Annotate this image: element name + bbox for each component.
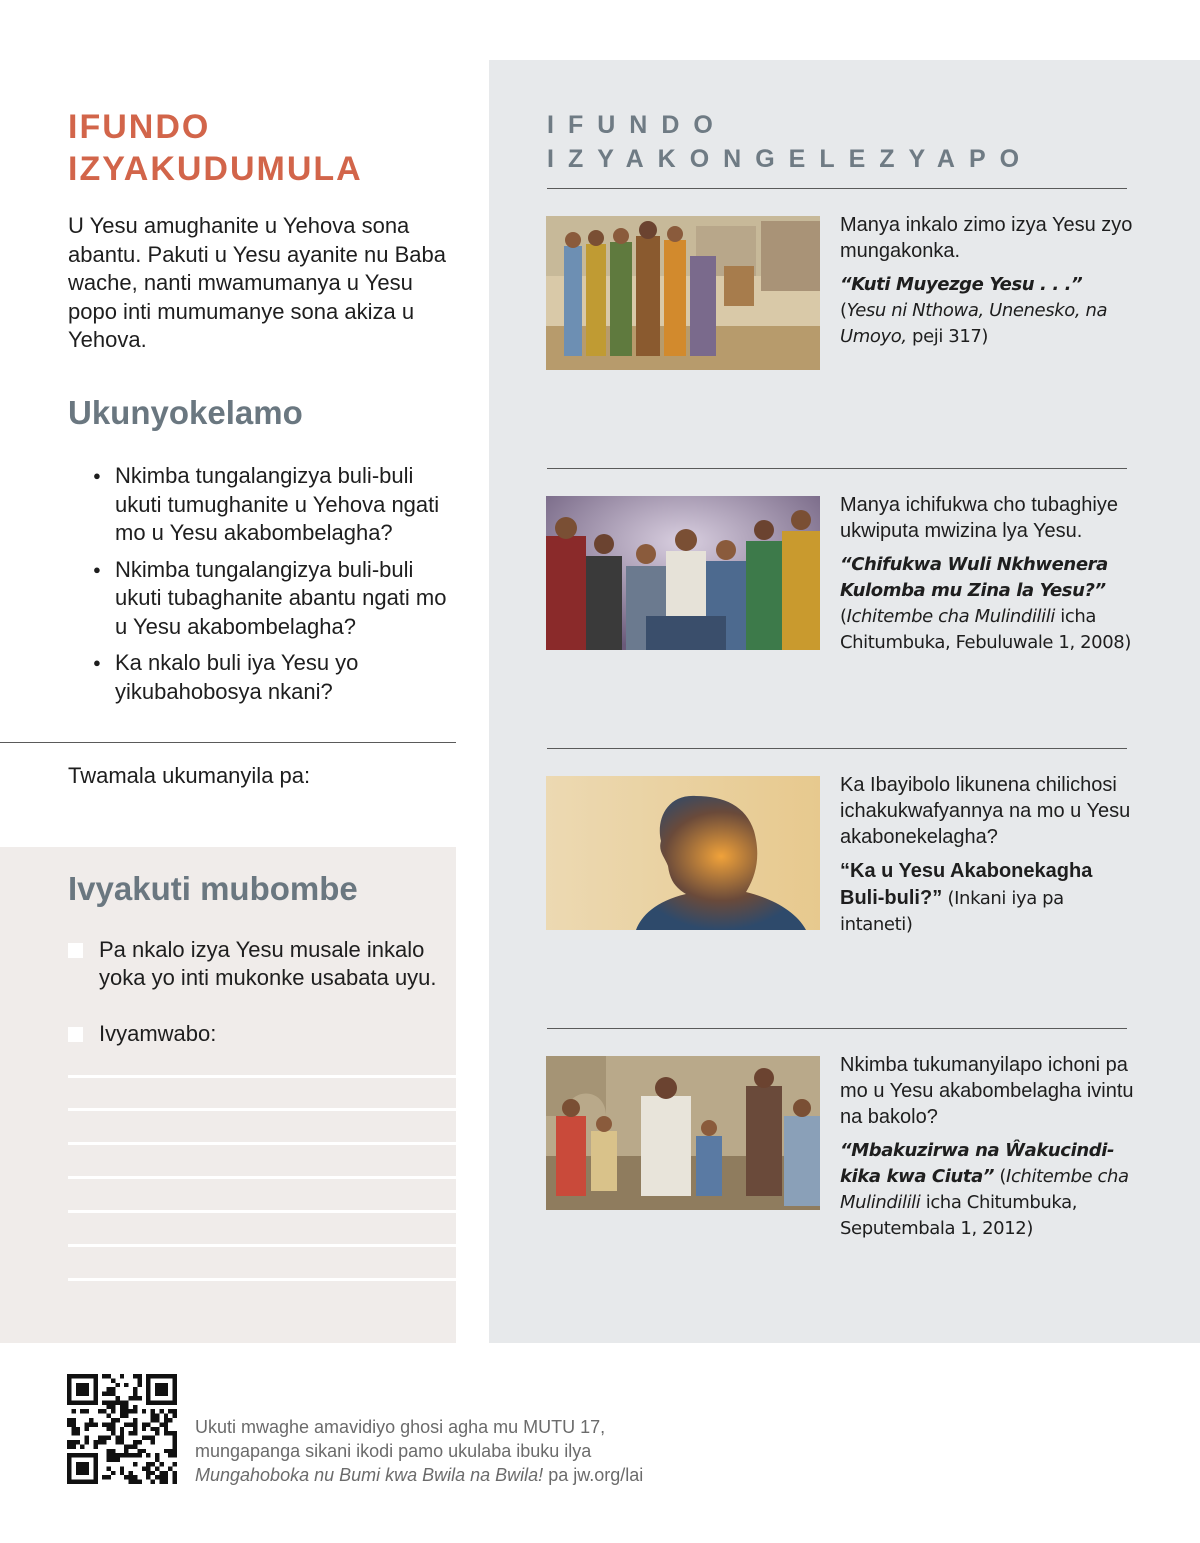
writing-line[interactable] bbox=[68, 1244, 456, 1247]
footer-line2: mungapanga sikani ikodi pamo ukulaba ibuku ilya bbox=[195, 1441, 592, 1461]
publication-name: Yesu ni Nthowa, Unenesko, na Umoyo, bbox=[840, 300, 1108, 347]
resource-reference[interactable] bbox=[840, 272, 1140, 350]
article-title[interactable]: “Chifukwa Wuli Nkhwenera Kulomba mu Zina la Yesu?” bbox=[840, 554, 1108, 601]
disciples-walking-image bbox=[546, 216, 820, 370]
finished-label: Twamala ukumanyila pa: bbox=[68, 763, 311, 788]
lesson-title-line1: IFUNDO bbox=[68, 108, 211, 146]
resource-text bbox=[840, 772, 1140, 938]
intro-paragraph: U Yesu amughanite u Yehova sona abantu. Pakuti u Yesu ayanite nu Baba wache, nanti mwamumanya u Yesu popo inti mumumanye sona akiza u Yehova. bbox=[68, 213, 446, 352]
divider bbox=[547, 748, 1127, 749]
publication-name: Ichitembe cha Mulindilili bbox=[840, 1166, 1129, 1213]
resource-text bbox=[840, 212, 1140, 350]
divider bbox=[547, 188, 1127, 189]
footer-line1: Ukuti mwaghe amavidiyo ghosi agha mu MUTU 17, bbox=[195, 1417, 606, 1437]
resource-reference[interactable] bbox=[840, 858, 1140, 938]
review-questions bbox=[93, 462, 463, 714]
resource-question: Manya ichifukwa cho tubaghiye ukwiputa mwizina lya Yesu. bbox=[840, 494, 1118, 542]
divider bbox=[0, 742, 456, 743]
article-title[interactable]: “Kuti Muyezge Yesu . . .” bbox=[840, 274, 1083, 295]
todo-item-practice[interactable] bbox=[68, 936, 448, 992]
publication-name: Ichitembe cha Mulindilili bbox=[846, 606, 1055, 627]
writing-line[interactable] bbox=[68, 1210, 456, 1213]
writing-line[interactable] bbox=[68, 1075, 456, 1078]
article-title[interactable]: “Ka u Yesu Akabonekagha Buli-buli?” bbox=[840, 860, 1093, 909]
checkbox[interactable] bbox=[68, 943, 83, 958]
footer-note bbox=[195, 1415, 715, 1487]
additional-heading-line1: IFUNDO bbox=[547, 111, 727, 139]
writing-line[interactable] bbox=[68, 1278, 456, 1281]
todo-panel bbox=[0, 847, 456, 1343]
resource-text bbox=[840, 1052, 1140, 1242]
ref-open: ( bbox=[840, 606, 847, 627]
website-link[interactable]: pa jw.org/lai bbox=[543, 1465, 644, 1485]
review-question: ● Ka nkalo buli iya Yesu yo yikubahobosya nkani? bbox=[93, 649, 463, 706]
checkbox[interactable] bbox=[68, 1027, 83, 1042]
writing-line[interactable] bbox=[68, 1142, 456, 1145]
resource-question: Nkimba tukumanyilapo ichoni pa mo u Yesu akabombelagha ivintu na bakolo? bbox=[840, 1054, 1134, 1128]
review-title: Ukunyokelamo bbox=[68, 394, 303, 431]
lesson-title-line2: IZYAKUDUMULA bbox=[68, 150, 363, 188]
silhouette-image bbox=[546, 776, 820, 930]
qr-code-icon[interactable] bbox=[67, 1374, 177, 1484]
jesus-children-image bbox=[546, 1056, 820, 1210]
resource-question: Ka Ibayibolo likunena chilichosi ichakukwafyannya na mo u Yesu akabonekelagha? bbox=[840, 774, 1131, 848]
reference-detail: peji 317) bbox=[906, 326, 989, 347]
article-title[interactable]: “Mbakuzirwa na Ŵakucindikika kwa Ciuta” bbox=[840, 1140, 1115, 1187]
book-title: Mungahoboka nu Bumi kwa Bwila na Bwila! bbox=[195, 1465, 544, 1485]
reference-detail: icha Chitumbuka, Seputembala 1, 2012) bbox=[840, 1192, 1078, 1239]
reference-detail: (Inkani iya pa intaneti) bbox=[840, 888, 1064, 935]
additional-study-heading bbox=[547, 108, 1127, 176]
todo-item-label: Pa nkalo izya Yesu musale inkalo yoka yo inti mukonke usabata uyu. bbox=[99, 937, 437, 990]
ref-open: ( bbox=[994, 1166, 1007, 1187]
writing-line[interactable] bbox=[68, 1108, 456, 1111]
ref-open: ( bbox=[840, 300, 847, 321]
jesus-apostles-image bbox=[546, 496, 820, 650]
resource-reference[interactable] bbox=[840, 1138, 1140, 1242]
lesson-title bbox=[68, 106, 363, 190]
review-question: ● Nkimba tungalangizya buli-buli ukuti tubaghanite abantu ngati mo u Yesu akabombelagha? bbox=[93, 556, 463, 642]
resource-reference[interactable] bbox=[840, 552, 1140, 656]
divider bbox=[547, 468, 1127, 469]
writing-line[interactable] bbox=[68, 1176, 456, 1179]
resource-question: Manya inkalo zimo izya Yesu zyo mungakonka. bbox=[840, 214, 1133, 262]
additional-heading-line2: IZYAKONGELEZYAPO bbox=[547, 145, 1034, 173]
review-question: ● Nkimba tungalangizya buli-buli ukuti tumughanite u Yehova ngati mo u Yesu akabombelagha? bbox=[93, 462, 463, 548]
todo-title: Ivyakuti mubombe bbox=[68, 870, 358, 907]
todo-item-label: Ivyamwabo: bbox=[99, 1021, 217, 1046]
todo-item-other[interactable] bbox=[68, 1020, 448, 1048]
resource-text bbox=[840, 492, 1140, 656]
divider bbox=[547, 1028, 1127, 1029]
reference-detail: icha Chitumbuka, Febuluwale 1, 2008) bbox=[840, 606, 1131, 653]
